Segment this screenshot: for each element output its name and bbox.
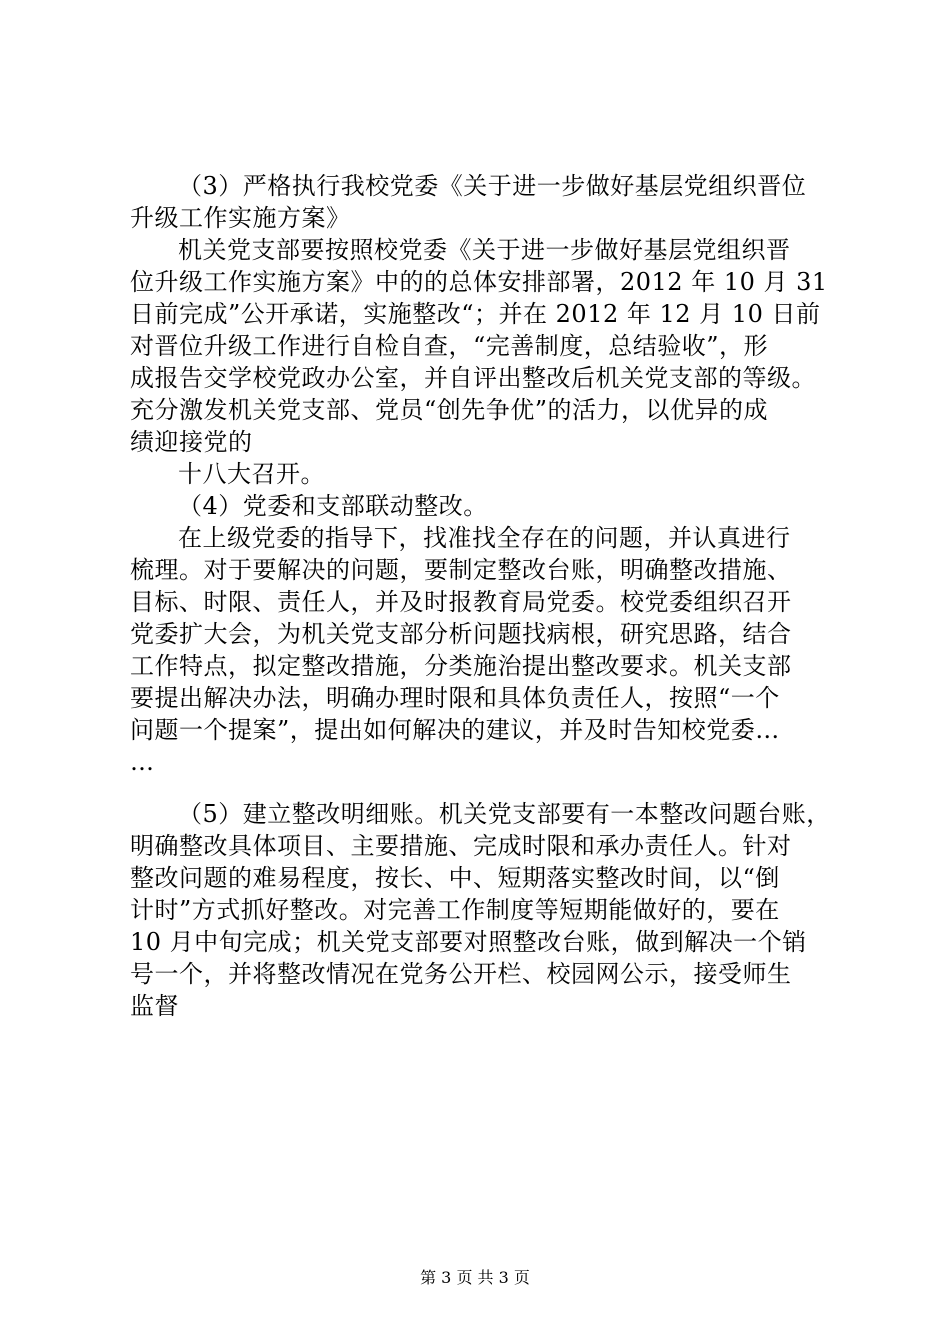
paragraph-5-line: （5）建立整改明细账。机关党支部要有一本整改问题台账， [178, 800, 831, 828]
paragraph-5-line: 整改问题的难易程度，按长、中、短期落实整改时间，以“倒 [130, 864, 780, 892]
paragraph-3-body-line: 位升级工作实施方案》中的的总体安排部署，2012 年 10 月 31 [130, 268, 828, 296]
paragraph-5-line: 明确整改具体项目、主要措施、完成时限和承办责任人。针对 [130, 832, 792, 860]
paragraph-5-line: 10 月中旬完成；机关党支部要对照整改台账，做到解决一个销 [130, 928, 807, 956]
paragraph-4-body-line: 梳理。对于要解决的问题，要制定整改台账，明确整改措施、 [130, 556, 792, 584]
paragraph-4-body-line: 在上级党委的指导下，找准找全存在的问题，并认真进行 [178, 524, 791, 552]
paragraph-5-line: 计时”方式抓好整改。对完善工作制度等短期能做好的，要在 [130, 896, 780, 924]
paragraph-3-body-line: 对晋位升级工作进行自检自查，“完善制度，总结验收”，形 [130, 332, 769, 360]
paragraph-4-body-line: 目标、时限、责任人，并及时报教育局党委。校党委组织召开 [130, 588, 792, 616]
paragraph-4-heading: （4）党委和支部联动整改。 [178, 492, 488, 520]
paragraph-3-body-line: 绩迎接党的 [130, 428, 253, 456]
paragraph-5-line: 号一个，并将整改情况在党务公开栏、校园网公示，接受师生 [130, 960, 792, 988]
paragraph-3-body-line: 日前完成”公开承诺，实施整改“；并在 2012 年 12 月 10 日前 [130, 300, 821, 328]
paragraph-5-line: 监督 [130, 992, 179, 1020]
paragraph-4-body-line: 工作特点，拟定整改措施，分类施治提出整改要求。机关支部 [130, 652, 792, 680]
paragraph-3-body-line: 成报告交学校党政办公室，并自评出整改后机关党支部的等级。 [130, 364, 816, 392]
document-body [130, 170, 830, 1022]
paragraph-3-body-line: 机关党支部要按照校党委《关于进一步做好基层党组织晋 [178, 236, 791, 264]
paragraph-4-body-line: 问题一个提案”，提出如何解决的建议，并及时告知校党委… [130, 716, 780, 744]
paragraph-4-body-line: … [130, 748, 155, 776]
paragraph-3-line: 升级工作实施方案》 [130, 204, 351, 232]
paragraph-3-body-line: 充分激发机关党支部、党员“创先争优”的活力，以优异的成 [130, 396, 769, 424]
paragraph-spacer [130, 778, 830, 798]
paragraph-4-body-line: 党委扩大会，为机关党支部分析问题找病根，研究思路，结合 [130, 620, 792, 648]
page-number-footer: 第 3 页 共 3 页 [420, 1268, 530, 1287]
paragraph-congress-line: 十八大召开。 [178, 460, 325, 488]
paragraph-4-body-line: 要提出解决办法，明确办理时限和具体负责任人，按照“一个 [130, 684, 780, 712]
paragraph-3-line: （3）严格执行我校党委《关于进一步做好基层党组织晋位 [178, 172, 807, 200]
